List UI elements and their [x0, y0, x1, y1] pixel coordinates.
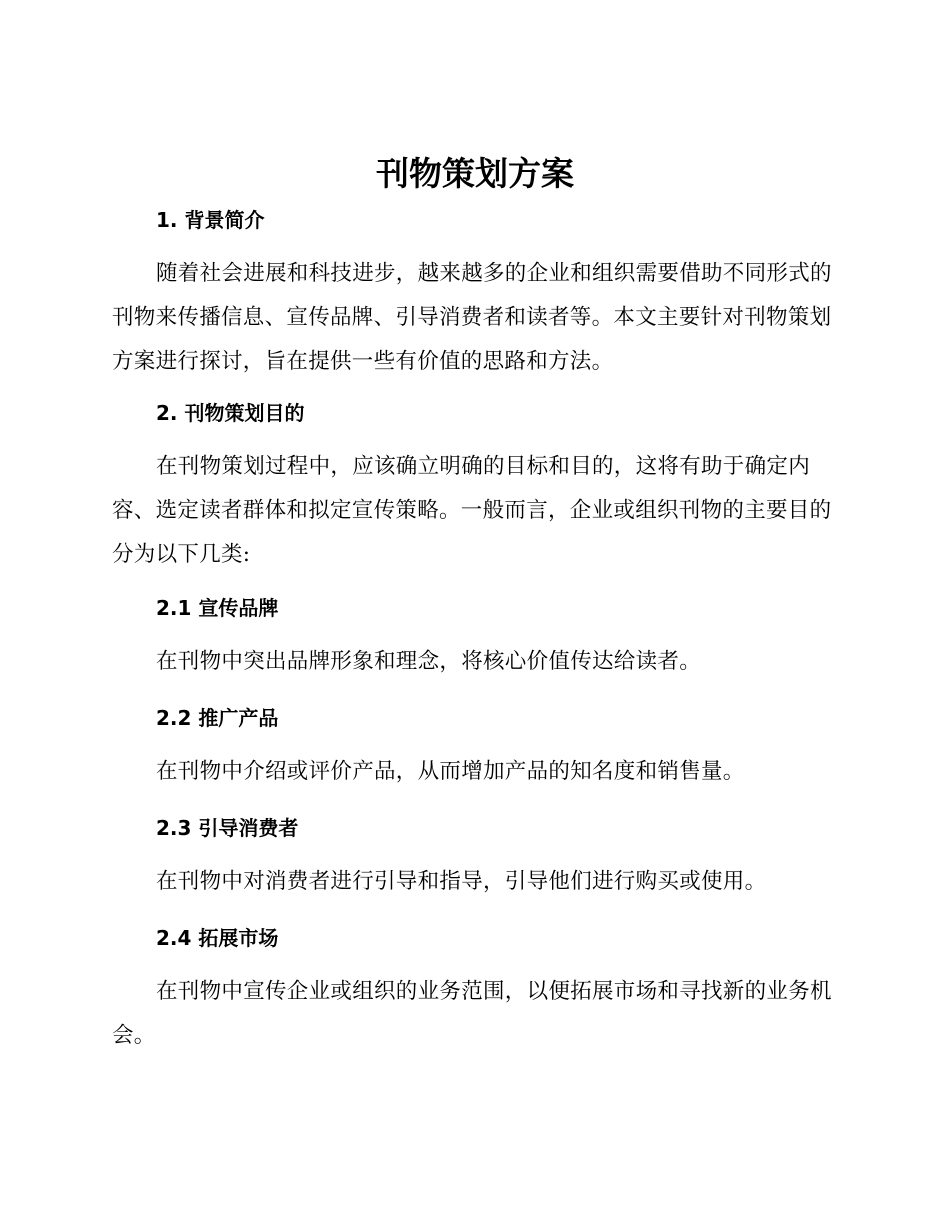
paragraph-line: 在刊物中宣传企业或组织的业务范围，以便拓展市场和寻找新的业务机	[156, 979, 832, 1004]
section-paragraph-brand	[112, 640, 832, 684]
paragraph-line: 随着社会进展和科技进步，越来越多的企业和组织需要借助不同形式的	[156, 261, 832, 286]
section-heading-products: 2.2 推广产品	[156, 706, 279, 730]
section-paragraph-consumers	[112, 860, 832, 904]
paragraph-line: 分为以下几类:	[112, 542, 251, 567]
page-title: 刊物策划方案	[376, 154, 574, 193]
paragraph-line: 方案进行探讨，旨在提供一些有价值的思路和方法。	[112, 349, 614, 374]
paragraph-line: 刊物来传播信息、宣传品牌、引导消费者和读者等。本文主要针对刊物策划	[112, 305, 832, 330]
section-heading-brand: 2.1 宣传品牌	[156, 596, 279, 620]
section-paragraph-market	[112, 970, 832, 1058]
section-paragraph-products	[112, 750, 832, 794]
section-paragraph-background	[112, 252, 832, 384]
section-paragraph-purpose	[112, 445, 832, 577]
section-heading-market: 2.4 拓展市场	[156, 926, 279, 950]
paragraph-line: 在刊物策划过程中，应该确立明确的目标和目的，这将有助于确定内	[156, 454, 811, 479]
section-heading-purpose: 2. 刊物策划目的	[156, 401, 305, 425]
section-heading-consumers: 2.3 引导消费者	[156, 816, 299, 840]
paragraph-line: 会。	[112, 1023, 156, 1048]
paragraph-line: 容、选定读者群体和拟定宣传策略。一般而言，企业或组织刊物的主要目的	[112, 498, 832, 523]
paragraph-line: 在刊物中突出品牌形象和理念，将核心价值传达给读者。	[156, 649, 702, 674]
section-heading-background: 1. 背景简介	[156, 208, 265, 232]
paragraph-line: 在刊物中对消费者进行引导和指导，引导他们进行购买或使用。	[156, 869, 767, 894]
paragraph-line: 在刊物中介绍或评价产品，从而增加产品的知名度和销售量。	[156, 759, 745, 784]
